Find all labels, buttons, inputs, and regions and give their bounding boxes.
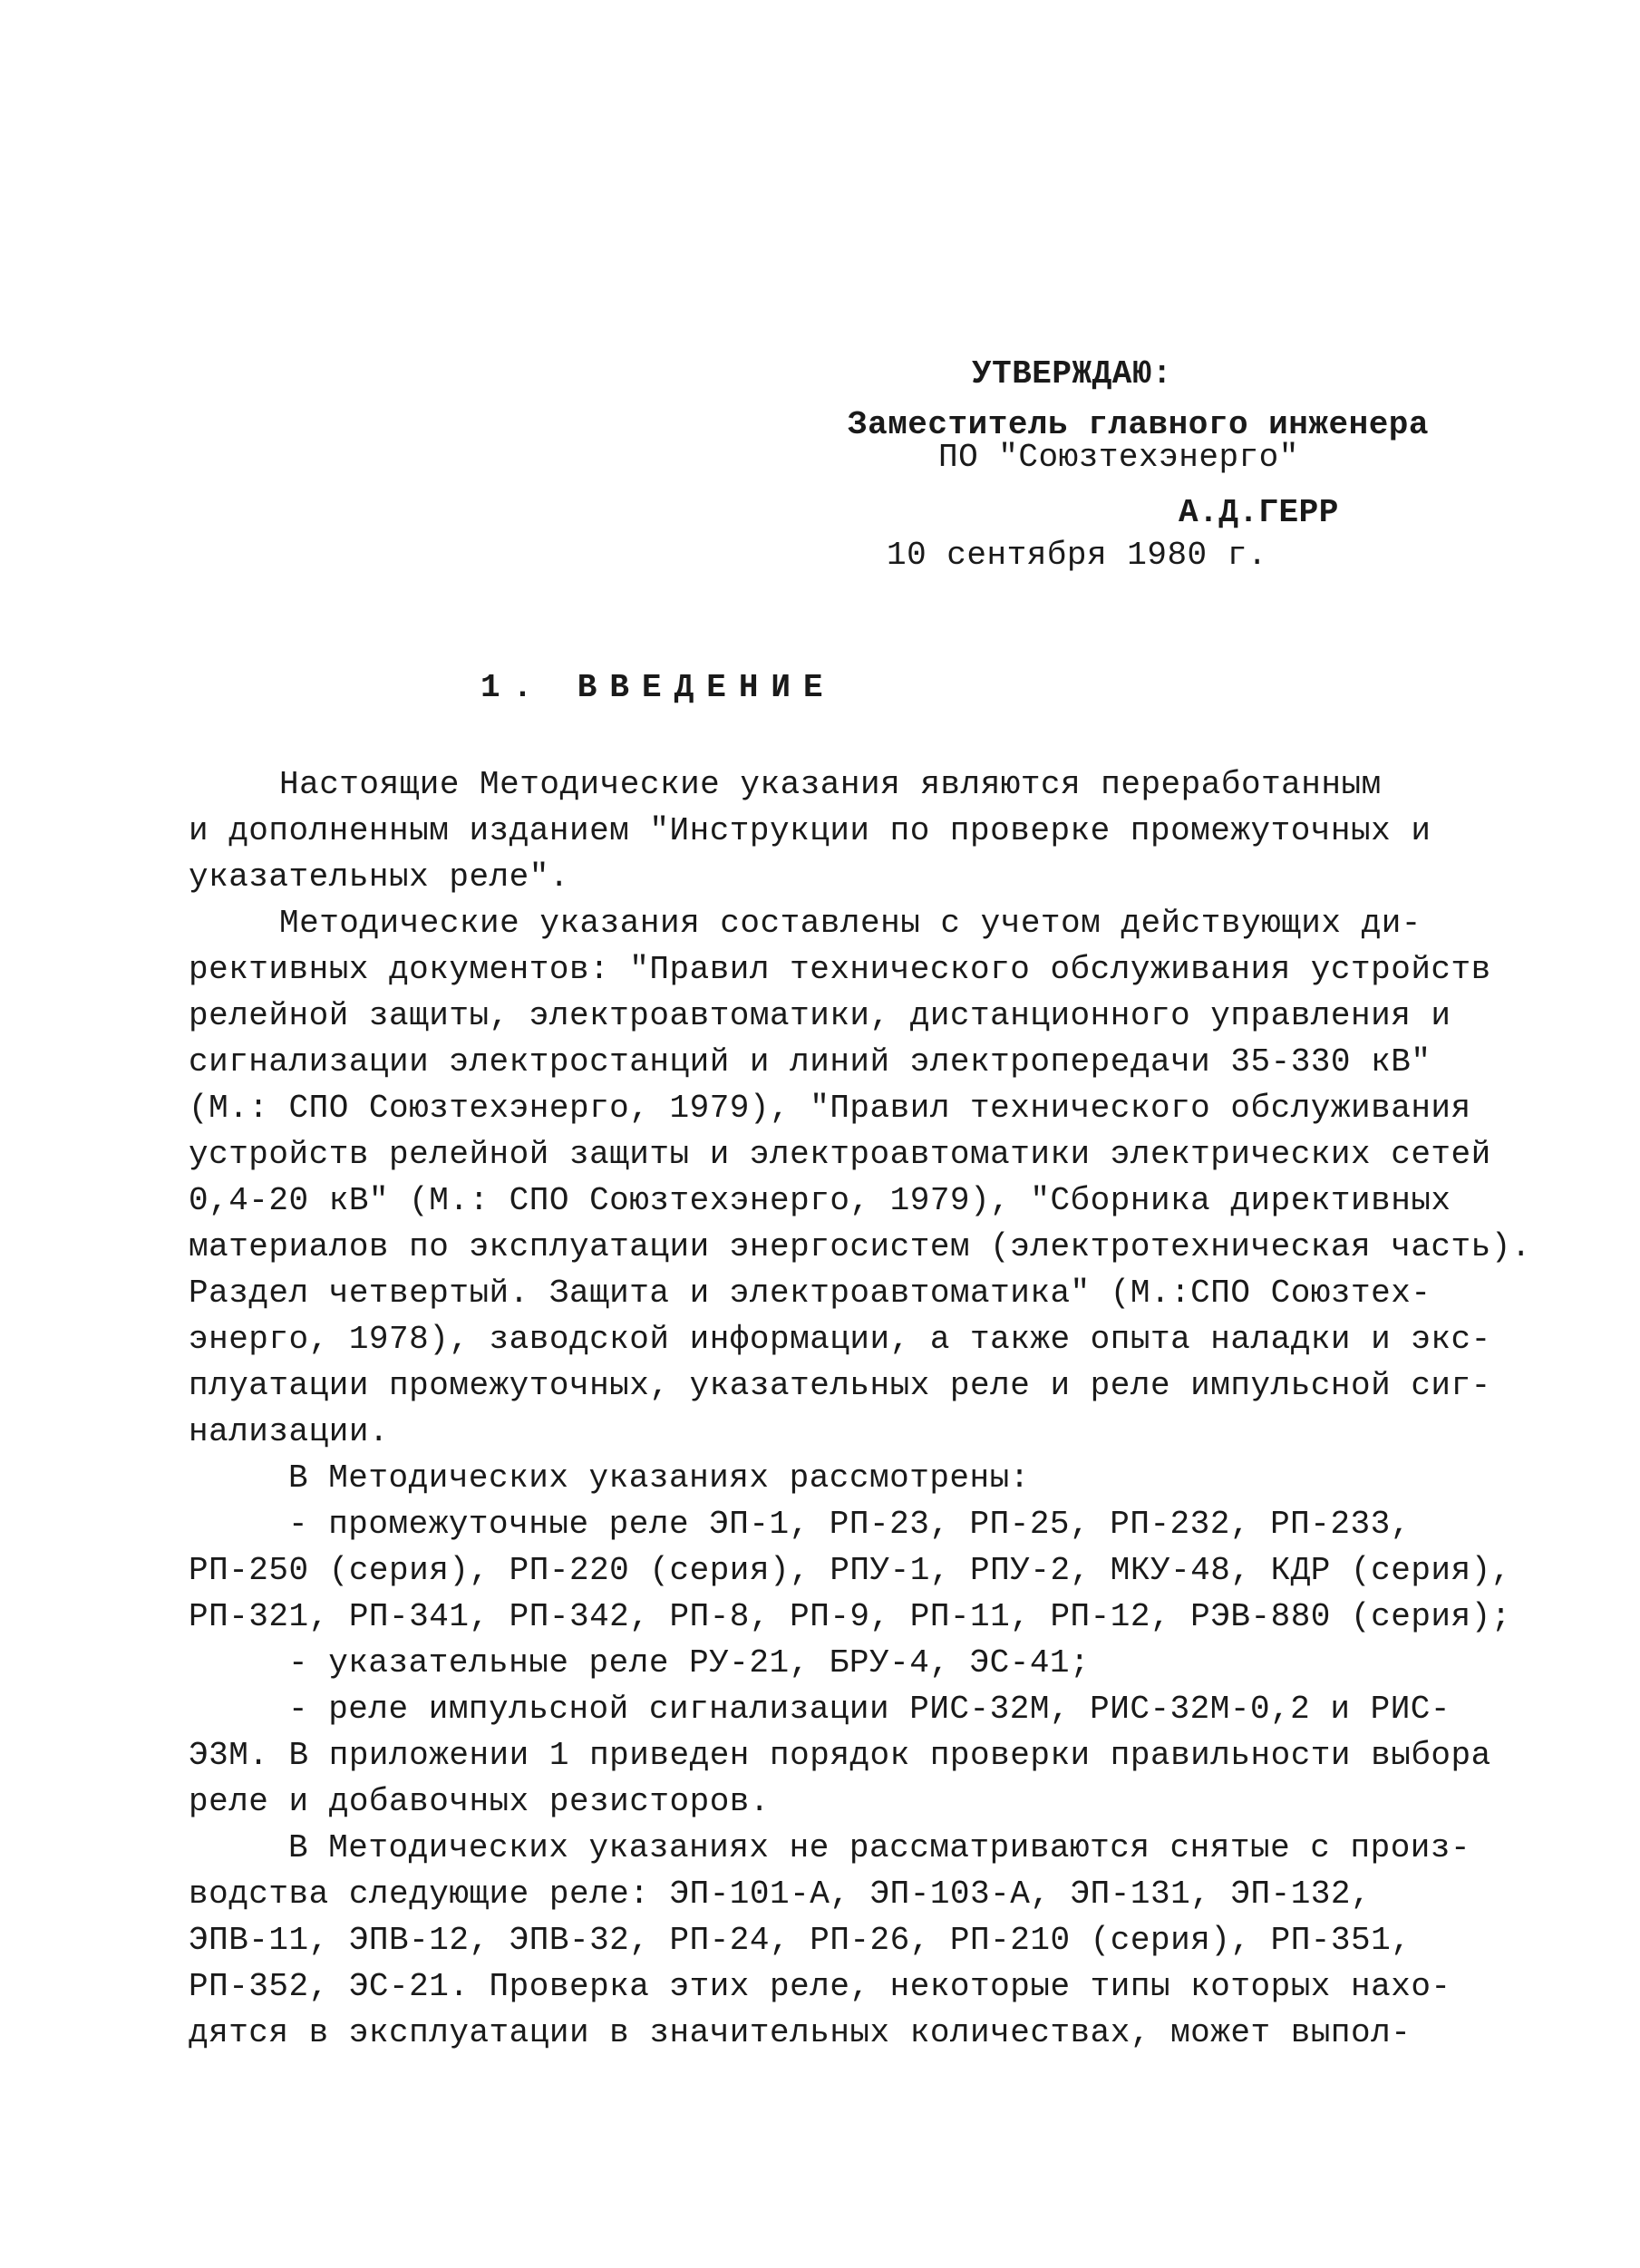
body-line: - указательные реле РУ-21, БРУ-4, ЭС-41;: [288, 1644, 1091, 1682]
body-line: дятся в эксплуатации в значительных количествах, может выпол-: [189, 2014, 1412, 2051]
body-line: релейной защиты, электроавтоматики, дистанционного управления и: [189, 997, 1451, 1034]
body-line: и дополненным изданием "Инструкции по проверке промежуточных и: [189, 812, 1431, 849]
body-line: ЭПВ-11, ЭПВ-12, ЭПВ-32, РП-24, РП-26, РП-210 (серия), РП-351,: [189, 1922, 1412, 1959]
approval-position-line1: Заместитель главного инженера: [848, 406, 1430, 443]
body-line: Методические указания составлены с учетом действующих ди-: [279, 905, 1422, 942]
body-line: реле и добавочных резисторов.: [189, 1783, 771, 1820]
body-line: В Методических указаниях рассмотрены:: [288, 1459, 1030, 1497]
body-line: 0,4-20 кВ" (М.: СПО Союзтехэнерго, 1979), "Сборника директивных: [189, 1182, 1451, 1219]
section-title: 1. ВВЕДЕНИЕ: [480, 669, 836, 706]
approval-signatory: А.Д.ГЕРР: [1179, 494, 1339, 531]
approval-date: 10 сентября 1980 г.: [887, 537, 1267, 574]
body-line: плуатации промежуточных, указательных реле и реле импульсной сиг-: [189, 1367, 1491, 1404]
body-line: - реле импульсной сигнализации РИС-32М, РИС-32М-0,2 и РИС-: [288, 1691, 1451, 1728]
body-line: сигнализации электростанций и линий электропередачи 35-330 кВ": [189, 1043, 1431, 1081]
body-line: РП-321, РП-341, РП-342, РП-8, РП-9, РП-11, РП-12, РЭВ-880 (серия);: [189, 1598, 1511, 1635]
body-line: Раздел четвертый. Защита и электроавтоматика" (М.:СПО Союзтех-: [189, 1275, 1431, 1312]
body-line: РП-250 (серия), РП-220 (серия), РПУ-1, РПУ-2, МКУ-48, КДР (серия),: [189, 1552, 1511, 1589]
approval-position-line2: ПО "Союзтехэнерго": [938, 439, 1299, 476]
body-line: указательных реле".: [189, 858, 569, 896]
body-line: водства следующие реле: ЭП-101-А, ЭП-103-А, ЭП-131, ЭП-132,: [189, 1875, 1372, 1913]
approval-heading: УТВЕРЖДАЮ:: [972, 355, 1173, 393]
body-line: устройств релейной защиты и электроавтоматики электрических сетей: [189, 1136, 1491, 1173]
body-line: материалов по эксплуатации энергосистем (электротехническая часть).: [189, 1228, 1531, 1265]
body-line: - промежуточные реле ЭП-1, РП-23, РП-25, РП-232, РП-233,: [288, 1506, 1411, 1543]
body-line: В Методических указаниях не рассматриваются снятые с произ-: [288, 1829, 1471, 1866]
body-line: РП-352, ЭС-21. Проверка этих реле, некоторые типы которых нахо-: [189, 1968, 1451, 2005]
body-line: Э3М. В приложении 1 приведен порядок проверки правильности выбора: [189, 1737, 1491, 1774]
body-line: энерго, 1978), заводской информации, а также опыта наладки и экс-: [189, 1321, 1491, 1358]
body-line: нализации.: [189, 1413, 390, 1450]
body-line: рективных документов: "Правил технического обслуживания устройств: [189, 951, 1491, 988]
body-line: (М.: СПО Союзтехэнерго, 1979), "Правил технического обслуживания: [189, 1090, 1471, 1127]
body-line: Настоящие Методические указания являются переработанным: [279, 766, 1382, 803]
